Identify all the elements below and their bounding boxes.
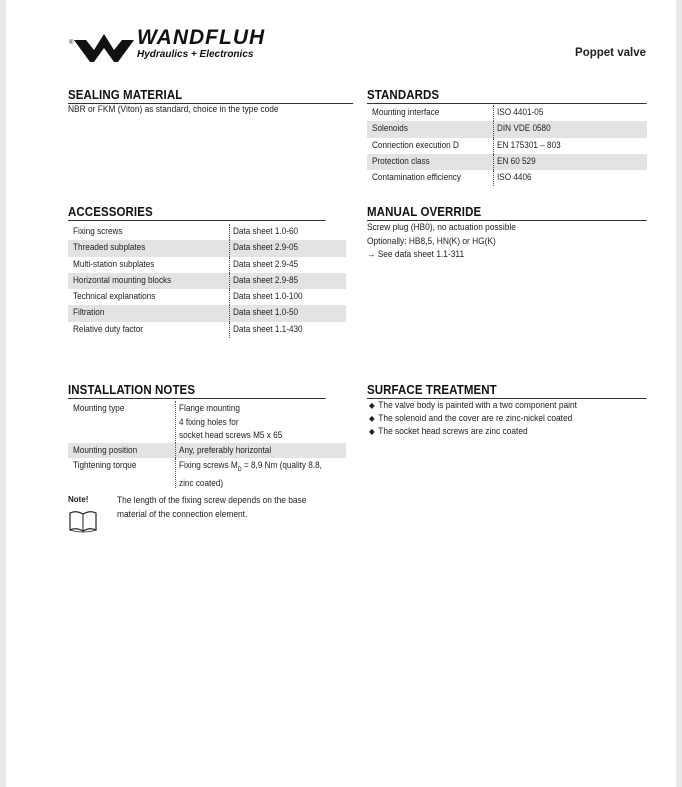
row-value: Data sheet 2.9-05 (233, 242, 299, 253)
row-value: Data sheet 1.0-60 (233, 226, 299, 236)
manual-override-line1: Screw plug (HB0), no actuation possible (367, 222, 516, 232)
wandfluh-logo-icon (72, 26, 136, 66)
accessories-table (68, 224, 346, 338)
table-row (68, 273, 346, 289)
row-label: Contamination efficiency (372, 172, 461, 183)
row-value: Data sheet 1.1-430 (233, 323, 303, 334)
bullet-diamond-icon: ◆ (369, 401, 375, 410)
row-value: EN 60 529 (497, 155, 536, 166)
document-page (6, 0, 676, 787)
mounting-type-line1: Flange mounting (179, 403, 240, 413)
book-icon (68, 508, 98, 534)
table-row (68, 257, 346, 273)
row-label: Threaded subplates (73, 242, 146, 253)
list-item-text: The valve body is painted with a two component paint (378, 400, 577, 410)
table-row (68, 305, 346, 321)
bullet-diamond-icon: ◆ (369, 414, 375, 424)
registered-mark: ® (69, 40, 74, 46)
bullet-diamond-icon: ◆ (369, 427, 375, 437)
table-row (367, 170, 647, 186)
mounting-type-line3: socket head screws M5 x 65 (179, 430, 283, 440)
row-label: Mounting position (73, 445, 138, 455)
surface-list (369, 399, 577, 439)
table-row (367, 105, 647, 121)
sealing-title: SEALING MATERIAL (68, 88, 353, 104)
table-row (68, 443, 346, 458)
installation-title: INSTALLATION NOTES (68, 383, 326, 399)
row-label: Protection class (372, 155, 430, 166)
torque-subscript: D (237, 466, 242, 473)
document-type: Poppet valve (575, 47, 646, 59)
note-line1: The length of the fixing screw depends on the base (117, 495, 307, 505)
standards-table (367, 105, 647, 186)
table-row (68, 322, 346, 338)
sealing-text: NBR or FKM (Viton) as standard, choice in the type code (68, 104, 279, 114)
note-label: Note! (68, 495, 89, 504)
row-value: Data sheet 1.0-100 (233, 291, 303, 302)
list-item (369, 399, 577, 412)
row-label: Fixing screws (73, 226, 123, 236)
standards-title: STANDARDS (367, 88, 647, 104)
row-value: ISO 4401-05 (497, 107, 544, 117)
torque-line2: zinc coated) (179, 478, 224, 489)
torque-text: Fixing screws M (179, 460, 238, 470)
mounting-type-line2: 4 fixing holes for (179, 416, 239, 427)
row-value: Any, preferably horizontal (179, 445, 272, 455)
manual-override-line2: Optionally: HB8,5, HN(K) or HG(K) (367, 235, 496, 246)
row-label: Mounting interface (372, 107, 440, 117)
table-row (68, 240, 346, 256)
note-line2: material of the connection element. (117, 508, 248, 519)
row-label: Mounting type (73, 403, 125, 413)
table-row (367, 154, 647, 170)
table-row (68, 289, 346, 305)
manual-override-line3: → See data sheet 1.1-311 (367, 249, 465, 259)
list-item (369, 425, 577, 438)
row-label: Horizontal mounting blocks (73, 274, 172, 285)
row-label: Solenoids (372, 123, 408, 134)
brand-name: WANDFLUH (137, 26, 266, 49)
table-row (68, 224, 346, 240)
list-item-text: The socket head screws are zinc coated (378, 426, 528, 437)
installation-table (68, 401, 346, 488)
row-value: DIN VDE 0580 (497, 123, 551, 134)
table-row (68, 458, 346, 488)
table-row (367, 138, 647, 154)
row-value: ISO 4406 (497, 172, 532, 183)
surface-title: SURFACE TREATMENT (367, 383, 647, 399)
row-value: Data sheet 2.9-45 (233, 258, 299, 269)
table-row (68, 401, 346, 443)
row-label: Relative duty factor (73, 323, 144, 334)
row-label: Technical explanations (73, 291, 156, 302)
list-item (369, 412, 577, 425)
row-label: Filtration (73, 307, 105, 318)
table-row (367, 121, 647, 137)
row-label: Multi-station subplates (73, 258, 155, 269)
torque-value: = 8,9 Nm (quality 8.8, (241, 460, 322, 470)
row-value: Data sheet 2.9-85 (233, 274, 299, 285)
row-label: Tightening torque (73, 460, 137, 470)
row-value: Data sheet 1.0-50 (233, 307, 299, 318)
row-value: EN 175301 – 803 (497, 139, 561, 150)
accessories-title: ACCESSORIES (68, 205, 326, 221)
row-label: Connection execution D (372, 139, 459, 150)
brand-tagline: Hydraulics + Electronics (137, 49, 254, 60)
list-item-text: The solenoid and the cover are re zinc-nickel coated (378, 413, 573, 424)
manual-override-title: MANUAL OVERRIDE (367, 205, 647, 221)
